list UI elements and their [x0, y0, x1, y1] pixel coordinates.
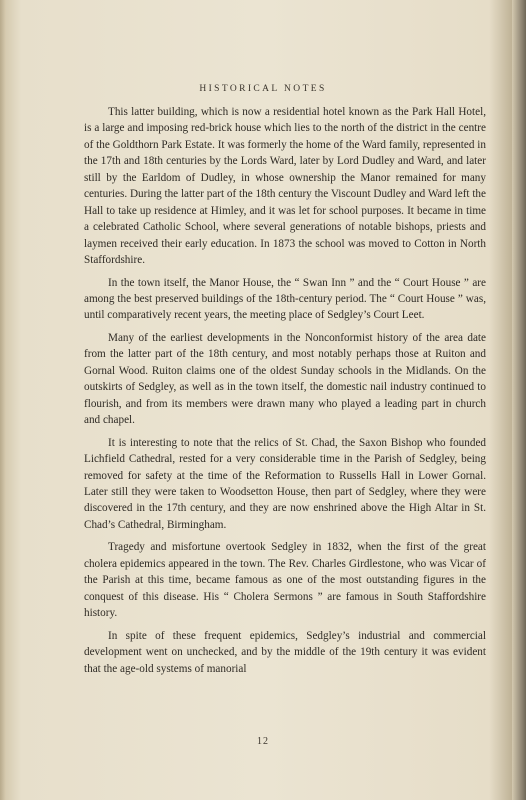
page-right-edge	[512, 0, 526, 800]
body-text	[84, 104, 486, 683]
paragraph: Many of the earliest developments in the Nonconformist history of the area date from the latter part of the 18th century, and most notably perhaps those at Ruiton and Gornal Wood. Ruiton claims one of the oldest Sunday schools in the Midlands. On the outskirts of Sedgley, as well as in the town itself, the domestic nail industry continued to flourish, and from its members were drawn many who played a leading part in church and chapel.	[84, 331, 486, 427]
page-number: 12	[257, 736, 269, 747]
paragraph: In spite of these frequent epidemics, Sedgley’s industrial and commercial development went on unchecked, and by the middle of the 19th century it was evident that the age-old systems of manorial	[84, 629, 486, 675]
paragraph: It is interesting to note that the relics of St. Chad, the Saxon Bishop who founded Lichfield Cathedral, rested for a very considerable time in the Parish of Sedgley, being removed for safety at the time of the Reformation to Russells Hall in Lower Gornal. Later still they were taken to Woodsetton House, then part of Sedgley, where they were discovered in the 17th century, and they are now enshrined above the High Altar in St. Chad’s Cathedral, Birmingham.	[84, 436, 486, 531]
page-left-edge	[0, 0, 6, 800]
running-header: HISTORICAL NOTES	[199, 84, 327, 94]
paragraph: In the town itself, the Manor House, the “ Swan Inn ” and the “ Court House ” are among the best preserved buildings of the 18th-century period. The “ Court House ” was, until comparatively recent years, the meeting place of Sedgley’s Court Leet.	[84, 276, 486, 322]
paragraph: This latter building, which is now a residential hotel known as the Park Hall Hotel, is a large and imposing red-brick house which lies to the north of the district in the centre of the Goldthorn Park Estate. It was formerly the home of the Ward family, represented in the 17th and 18th centuries by the Lords Ward, later by Lord Dudley and Ward, and later still by the Earldom of Dudley, in whose ownership the Manor remained for many centuries. During the latter part of the 18th century the Viscount Dudley and Ward left the Hall to take up residence at Himley, and it was let for school purposes. It became in time a celebrated Catholic School, where several generations of notable bishops, priests and laymen received their early education. In 1873 the school was moved to Cotton in North Staffordshire.	[84, 106, 486, 267]
paragraph: Tragedy and misfortune overtook Sedgley in 1832, when the first of the great cholera epidemics appeared in the town. The Rev. Charles Girdlestone, who was Vicar of the Parish at this time, became famous as one of the most outstanding figures in the conquest of this disease. His “ Cholera Sermons ” are famous in South Staffordshire history.	[84, 541, 486, 620]
